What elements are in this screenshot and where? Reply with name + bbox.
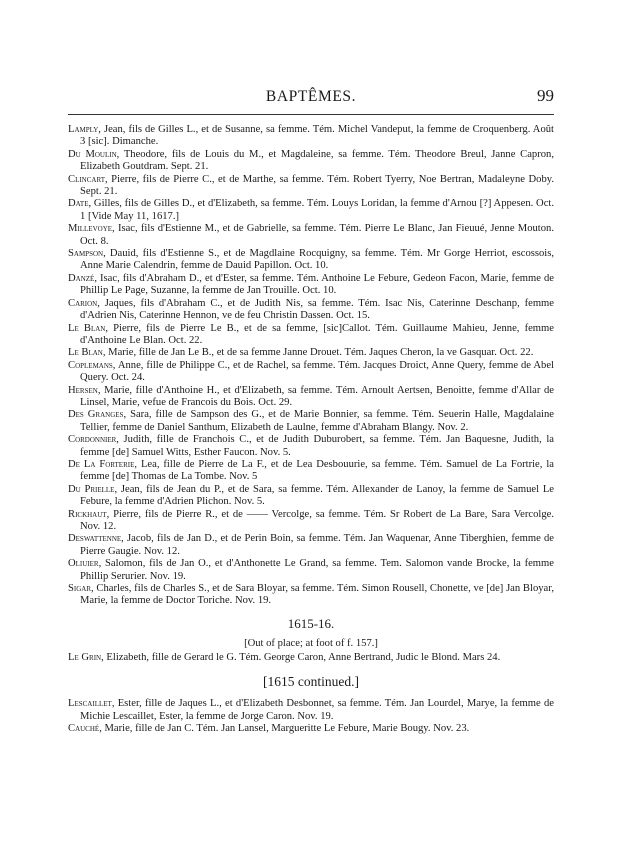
baptism-entry bbox=[68, 409, 554, 434]
baptism-entry bbox=[68, 174, 554, 199]
baptism-entry bbox=[68, 459, 554, 484]
header-rule bbox=[68, 114, 554, 115]
baptism-entry bbox=[68, 360, 554, 385]
baptism-entry bbox=[68, 583, 554, 608]
baptism-entry bbox=[68, 698, 554, 723]
entry-surname: Millevoye bbox=[68, 223, 113, 235]
baptism-entry bbox=[68, 124, 554, 149]
entry-text: , Jean, fils de Gilles L., et de Susanne, sa femme. Tém. Michel Vandeput, la femme de Croquenberg. Août 3 [sic]. Dimanche. bbox=[80, 124, 554, 148]
page-header bbox=[68, 88, 554, 114]
section-heading-continued: [1615 continued.] bbox=[263, 674, 359, 690]
baptism-entry bbox=[68, 509, 554, 534]
entry-surname: Du Prielle bbox=[68, 483, 115, 495]
entry-text: , Pierre, fils de Pierre R., et de —— Vercolge, sa femme. Tém. Sr Robert de La Bare, Sara Vercolge. Nov. 12. bbox=[80, 508, 554, 532]
entry-text: , Marie, fille d'Anthoine H., et d'Elizabeth, sa femme. Tém. Arnoult Aertsen, Benoitte, femme d'Allar de Linsel, Marie, vefue de Francois du Bois. Oct. 29. bbox=[80, 384, 554, 408]
baptism-entry bbox=[68, 434, 554, 459]
page-number: 99 bbox=[537, 86, 554, 105]
entry-text: , Gilles, fils de Gilles D., et d'Elizabeth, sa femme. Tém. Louys Loridan, la femme d'Arnou [?] Appesen. Oct. 1 [Vide May 11, 1617.] bbox=[80, 198, 554, 222]
entry-text: , Judith, fille de Franchois C., et de Judith Duburobert, sa femme. Tém. Jan Baquesne, Judith, la femme [de] Samuel Witts, Esther Faucon. Nov. 5. bbox=[80, 434, 554, 458]
entry-surname: Coplemans bbox=[68, 359, 113, 371]
entry-surname: Le Blan bbox=[68, 347, 103, 359]
baptism-entry bbox=[68, 484, 554, 509]
entry-text: , Jean, fils de Jean du P., et de Sara, sa femme. Tém. Allexander de Lanoy, la femme de Samuel Le Febure, la femme d'Adrien Plichon. Nov. 5. bbox=[80, 483, 554, 508]
entry-text: , Isac, fils d'Estienne M., et de Gabrielle, sa femme. Tém. Pierre Le Blanc, Jan Fieuué, Jenne Mouton. Oct. 8. bbox=[80, 223, 554, 247]
entry-surname: Sampson bbox=[68, 248, 104, 260]
entry-surname: Hersen bbox=[68, 384, 98, 396]
entry-surname: Danzé bbox=[68, 272, 95, 284]
entry-surname: Cordonnier bbox=[68, 434, 117, 446]
entry-text: , Dauid, fils d'Estienne S., et de Magdlaine Rocquigny, sa femme. Tém. Mr Gorge Herriot, escossois, Anne Marie Calendrin, femme de Dauid Papillon. Oct. 10. bbox=[80, 248, 554, 272]
baptism-entries-1615-16 bbox=[68, 652, 554, 664]
baptism-entry bbox=[68, 149, 554, 174]
entry-text: , Anne, fille de Philippe C., et de Rachel, sa femme. Tém. Jacques Droict, Anne Query, femme de Abel Query. Oct. 24. bbox=[80, 359, 554, 384]
entry-text: , Marie, fille de Jan Le B., et de sa femme Janne Drouet. Tém. Jaques Cheron, la ve Gasquar. Oct. 22. bbox=[102, 347, 534, 359]
entry-text: , Jaques, fils d'Abraham C., et de Judith Nis, sa femme. Tém. Isac Nis, Caterinne Deschanp, femme d'Adrien Nis, Caterinne Hennon, ve de feu Christin Dassen. Oct. 15. bbox=[80, 297, 554, 322]
entry-surname: Du Moulin bbox=[68, 148, 117, 160]
baptism-entries-continued bbox=[68, 698, 554, 735]
baptism-entry bbox=[68, 652, 554, 664]
baptism-entries-1615 bbox=[68, 124, 554, 608]
entry-text: , Isac, fils d'Abraham D., et d'Ester, sa femme. Tém. Anthoine Le Febure, Gedeon Facon, Marie, femme de Phillip Le Page, Suzanne, la femme de Jan Trouille. Oct. 10. bbox=[80, 272, 554, 297]
entry-surname: Lamply bbox=[68, 124, 99, 135]
entry-surname: Le Grin bbox=[68, 651, 102, 663]
entry-text: , Theodore, fils de Louis du M., et Magdaleine, sa femme. Tém. Theodore Breul, Janne Capron, Elizabeth Goutdram. Sept. 21. bbox=[80, 148, 554, 173]
baptism-entry bbox=[68, 385, 554, 410]
entry-surname: Deswattenne bbox=[68, 533, 122, 545]
baptism-entry bbox=[68, 347, 554, 359]
document-body bbox=[68, 124, 554, 736]
baptism-entry bbox=[68, 248, 554, 273]
baptism-entry bbox=[68, 323, 554, 348]
entry-text: , Elizabeth, fille de Gerard le G. Tém. George Caron, Anne Bertrand, Judic le Blond. Mars 24. bbox=[101, 651, 501, 663]
baptism-entry bbox=[68, 273, 554, 298]
section-heading-1615-16: 1615-16. bbox=[287, 615, 335, 631]
entry-text: , Sara, fille de Sampson des G., et de Marie Bonnier, sa femme. Tém. Seuerin Halle, Magdalaine Tellier, femme de Daniel Santhum, Elizabeth de Laulne, femme d'Abraham Blangy. Nov. 2. bbox=[80, 409, 554, 433]
entry-surname: Lescaillet bbox=[68, 698, 112, 710]
entry-surname: Clincart bbox=[68, 173, 105, 185]
entry-text: , Jacob, fils de Jan D., et de Perin Boin, sa femme. Tém. Jan Waquenar, Anne Tiberghien, femme de Pierre Gaugie. Nov. 12. bbox=[80, 533, 554, 557]
baptism-entry bbox=[68, 558, 554, 583]
baptism-entry bbox=[68, 533, 554, 558]
entry-surname: Cauché bbox=[68, 723, 100, 735]
entry-surname: Le Blan bbox=[68, 322, 106, 334]
entry-surname: Carion bbox=[68, 297, 98, 309]
entry-text: , Salomon, fils de Jan O., et d'Anthonette Le Grand, sa femme. Tem. Salomon vande Brocke, la femme Phillip Serurier. Nov. 19. bbox=[80, 558, 554, 582]
entry-text: , Lea, fille de Pierre de La F., et de Lea Desbouurie, sa femme. Tém. Samuel de La Fortrie, la femme [de] Thomas de La Tombe. Nov. 5 bbox=[80, 458, 554, 483]
section-note: [Out of place; at foot of f. 157.] bbox=[244, 638, 378, 650]
entry-surname: Sigar bbox=[68, 583, 92, 595]
entry-surname: Oliuier bbox=[68, 558, 99, 570]
entry-text: , Charles, fils de Charles S., et de Sara Bloyar, sa femme. Tém. Simon Rousell, Chonette, ve [de] Jan Bloyar, Marie, la femme de Doctor Toriche. Nov. 19. bbox=[80, 583, 554, 607]
entry-text: , Ester, fille de Jaques L., et d'Elizabeth Desbonnet, sa femme. Tém. Jan Lourdel, Marye, la femme de Michie Lescaillet, Ester, la femme de Jorge Caron. Nov. 19. bbox=[80, 698, 554, 722]
entry-surname: Date bbox=[68, 198, 89, 210]
baptism-entry bbox=[68, 723, 554, 735]
baptism-entry bbox=[68, 298, 554, 323]
entry-text: , Pierre, fils de Pierre Le B., et de sa femme, [sic]Callot. Tém. Guillaume Mahieu, Jenne, femme d'Anthoine Le Blan. Oct. 22. bbox=[80, 322, 554, 346]
running-head-title: BAPTÊMES. bbox=[265, 88, 357, 105]
entry-text: , Pierre, fils de Pierre C., et de Marthe, sa femme. Tém. Robert Tyerry, Noe Bertran, Madaleyne Doby. Sept. 21. bbox=[80, 173, 554, 198]
entry-surname: Des Granges bbox=[68, 409, 124, 421]
baptism-entry bbox=[68, 198, 554, 223]
entry-text: , Marie, fille de Jan C. Tém. Jan Lansel, Margueritte Le Febure, Marie Bougy. Nov. 23. bbox=[99, 723, 470, 735]
entry-surname: Rickhaut bbox=[68, 508, 107, 520]
entry-surname: De La Forterie bbox=[68, 458, 135, 470]
baptism-entry bbox=[68, 223, 554, 248]
